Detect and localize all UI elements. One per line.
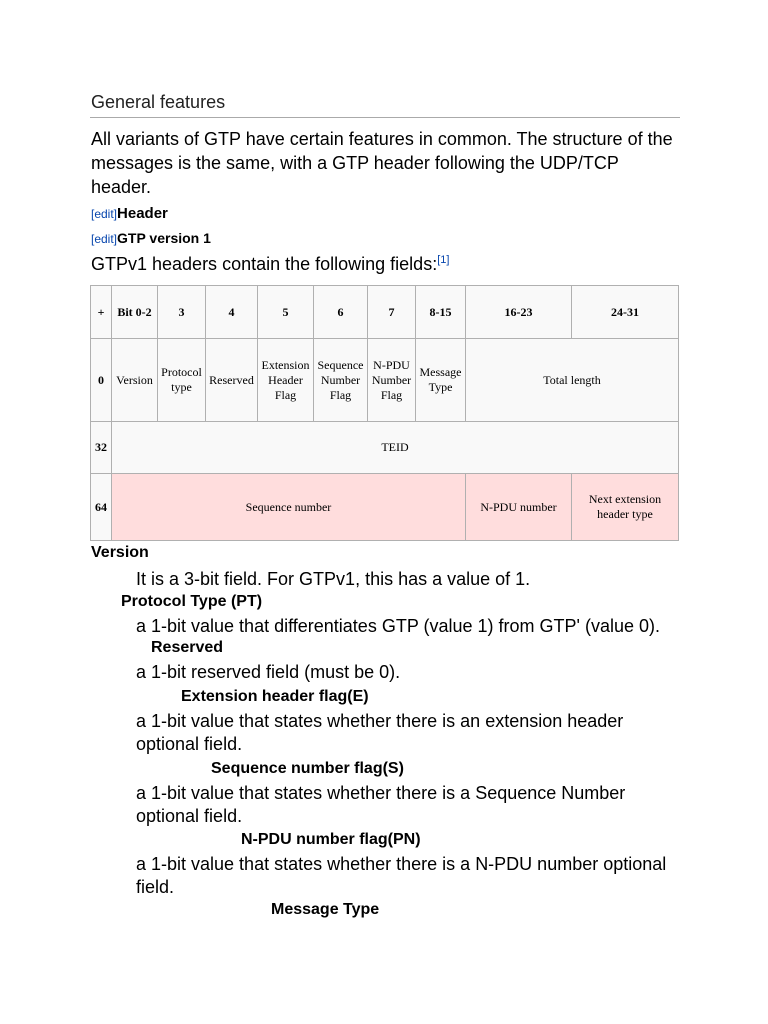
desc-extension-flag: a 1-bit value that states whether there is an extension header optional field. — [136, 711, 624, 754]
reserved-cell: Reserved — [206, 339, 258, 422]
message-type-cell: Message Type — [416, 339, 466, 422]
edit-link-gtp-v1[interactable]: [edit] — [91, 232, 118, 246]
npdu-number-cell: N-PDU number — [466, 474, 572, 541]
table-cell: 6 — [314, 286, 368, 339]
desc-protocol-type: a 1-bit value that differentiates GTP (value 1) from GTP' (value 0). — [136, 616, 661, 636]
next-extension-cell: Next extension header type — [572, 474, 679, 541]
lead-sentence: GTPv1 headers contain the following fields: — [91, 254, 438, 274]
table-cell: 16-23 — [466, 286, 572, 339]
table-cell: 7 — [368, 286, 416, 339]
table-cell: 4 — [206, 286, 258, 339]
offset-cell: 32 — [91, 422, 112, 474]
heading-header: Header — [117, 205, 168, 222]
term-message-type: Message Type — [271, 901, 380, 918]
table-cell: 8-15 — [416, 286, 466, 339]
table-cell: 3 — [158, 286, 206, 339]
desc-sequence-flag: a 1-bit value that states whether there is a Sequence Number optional field. — [136, 783, 626, 826]
offset-cell: 64 — [91, 474, 112, 541]
gtp-header-table — [90, 285, 679, 541]
offset-cell: 0 — [91, 339, 112, 422]
edit-link-header[interactable]: [edit] — [91, 207, 118, 221]
table-cell: + — [91, 286, 112, 339]
table-header-row — [91, 286, 679, 339]
teid-cell: TEID — [112, 422, 679, 474]
section-divider — [90, 117, 680, 118]
reference-link[interactable]: [1] — [437, 254, 450, 266]
table-cell: 24-31 — [572, 286, 679, 339]
section-title: General features — [91, 92, 226, 112]
total-length-cell: Total length — [466, 339, 679, 422]
table-row-0 — [91, 339, 679, 422]
intro-paragraph: All variants of GTP have certain features in common. The structure of the messages is the same, with a GTP header following the UDP/TCP header. — [91, 129, 673, 197]
heading-gtp-v1: GTP version 1 — [117, 230, 211, 246]
lead-text — [91, 254, 449, 275]
table-row-64 — [91, 474, 679, 541]
version-cell: Version — [112, 339, 158, 422]
term-npdu-flag: N-PDU number flag(PN) — [241, 831, 421, 848]
extension-flag-cell: Extension Header Flag — [258, 339, 314, 422]
header-heading — [91, 205, 168, 223]
protocol-type-cell: Protocol type — [158, 339, 206, 422]
term-sequence-flag: Sequence number flag(S) — [211, 760, 404, 777]
table-row-32 — [91, 422, 679, 474]
desc-npdu-flag: a 1-bit value that states whether there is a N-PDU number optional field. — [136, 854, 667, 897]
npdu-flag-cell: N-PDU Number Flag — [368, 339, 416, 422]
sequence-flag-cell: Sequence Number Flag — [314, 339, 368, 422]
term-reserved: Reserved — [151, 639, 224, 656]
desc-version: It is a 3-bit field. For GTPv1, this has a value of 1. — [136, 569, 531, 589]
table-cell: 5 — [258, 286, 314, 339]
desc-reserved: a 1-bit reserved field (must be 0). — [136, 662, 401, 682]
term-version: Version — [91, 544, 149, 561]
sequence-number-cell: Sequence number — [112, 474, 466, 541]
term-extension-flag: Extension header flag(E) — [181, 688, 369, 705]
gtp-v1-heading — [91, 230, 211, 248]
table-cell: Bit 0-2 — [112, 286, 158, 339]
term-protocol-type: Protocol Type (PT) — [121, 593, 263, 610]
